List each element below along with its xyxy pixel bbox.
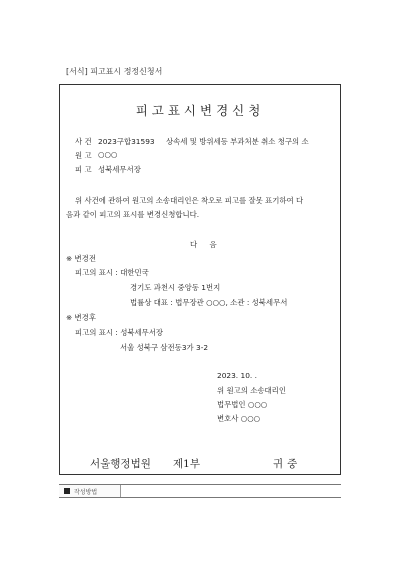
form-box	[59, 84, 341, 475]
case-label: 사 건	[75, 137, 92, 146]
after-label: 피고의 표시 : 성북세무서장	[75, 328, 164, 337]
after-address: 서울 성북구 삼전동3가 3-2	[120, 343, 209, 352]
case-name: 상속세 및 방위세등 부과처분 취소 청구의 소	[166, 137, 309, 146]
court-name: 서울행정법원	[90, 458, 151, 470]
after-heading: ※ 변경후	[66, 313, 96, 322]
body-text-line2: 음과 같이 피고의 표시를 변경신청합니다.	[66, 210, 200, 219]
body-text-line1: 위 사건에 관하여 원고의 소송대리인은 착오로 피고를 잘못 표기하여 다	[75, 196, 304, 205]
guide-tab[interactable]	[59, 485, 121, 497]
case-number: 2023구합31593	[98, 137, 155, 146]
form-caption: [서식] 피고표시 정정신청서	[66, 67, 163, 76]
before-representative: 법률상 대표 : 법무장관 ○○○, 소관 : 성북세무서	[130, 298, 288, 307]
guide-bar	[59, 484, 341, 498]
square-bullet-icon	[64, 488, 70, 494]
signer-line1: 위 원고의 소송대리인	[217, 386, 286, 395]
signer-line2: 법무법인 ○○○	[217, 400, 268, 409]
court-addressee: 귀중	[273, 458, 302, 470]
next-heading: 다 음	[190, 240, 222, 249]
filing-date: 2023. 10. .	[217, 371, 257, 380]
defendant-label: 피 고	[75, 165, 92, 174]
form-title: 피고표시변경신청	[135, 103, 265, 118]
defendant-value: 성북세무서장	[98, 165, 141, 174]
before-address: 경기도 과천시 중앙동 1번지	[130, 283, 221, 292]
before-heading: ※ 변경전	[66, 254, 96, 263]
court-division: 제1부	[173, 458, 200, 470]
plaintiff-value: ○○○	[98, 150, 118, 159]
before-label: 피고의 표시 : 대한민국	[75, 268, 149, 277]
signer-line3: 변호사 ○○○	[217, 414, 261, 423]
guide-label: 작성방법	[74, 489, 98, 496]
plaintiff-label: 원 고	[75, 151, 92, 160]
